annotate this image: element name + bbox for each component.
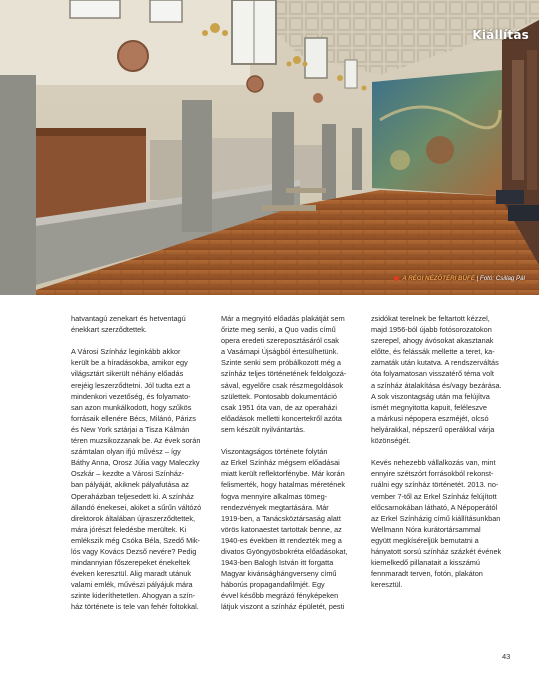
caption-title: A RÉGI NÉZŐTÉRI BÜFÉ <box>402 275 475 282</box>
lobby-illustration <box>0 0 539 295</box>
paragraph: zsidókat terelnek be feltartott kézzel, majd 1956-ból újabb fotósorozatokon szerepel, ahogy ávósokat akasztanak előtte, és felássák mellette a teret, ka- zamaták után kutatva. A rendszerváltás óta folyamatosan visszatérő téma volt a színház átalakítása és/vagy bezárása. A sok viszontagság után ma felújítva ismét megnyitotta kapuit, feléleszve a márkusi népopera eszméjét, olcsó helyárakkal, népszerű operákkal várja közönségét. <box>371 314 502 446</box>
photo-caption <box>394 275 525 282</box>
paragraph: Kevés nehezebb vállalkozás van, mint ennyire szétszórt forrásokból rekonst- ruálni egy színház történetét. 2013. no- vember 7-től az Erkel Színház felújított előcsarnokában látható, A Népoperától az Erkel Színházig című kiállításunkban Wellmann Nóra kurátortársammal együtt megkíséreljük bemutatni a hányatott sorsú színház százkét évének kiemelkedő pillanatait a kisszámú fennmaradt terven, fotón, plakáton keresztül. <box>371 458 502 590</box>
text-column-3 <box>371 313 517 601</box>
page-number: 43 <box>502 652 511 661</box>
lobby-photo <box>0 0 539 295</box>
paragraph: hatvantagú zenekart és hetventagú énekkart szerződtettek. <box>71 314 186 335</box>
section-tag: Kiállítás <box>472 28 529 42</box>
paragraph: Viszontagságos története folytán az Erkel Színház mégsem előadásai miatt került reflektorfénybe. Már korán felismerték, hogy hatalmas méretének fogva mennyire alkalmas tömeg- rendezvények megtartására. Már 1919-ben, a Tanácsköztársaság alatt vörös katonaestet tartottak benne, az 1940-es években itt rendezték meg a divatos Gyöngyösbokréta előadásokat, 1943-ben Balogh István itt forgatta Magyar kivánsághángverseny című háborús propagandafilmjét. Egy évvel később megrázó fényképeken látjuk viszont a színház épületét, pesti <box>221 447 348 612</box>
paragraph: Már a megnyitó előadás plakátját sem őrizte meg senki, a Quo vadis című opera eredeti szereposztásáról csak a Vasárnapi Újságból értesülhetünk. Szinte senki sem próbálkozott még a színház teljes történetének feldolgozá- sával, egyelőre csak részmegoldások születtek. Pontosabb dokumentáció csak 1951 óta van, de az operaházi előadások melletti koncertekről azóta sem készült nyilvántartás. <box>221 314 347 434</box>
caption-bullet-icon <box>394 276 399 281</box>
text-column-1 <box>71 313 205 624</box>
caption-credit: | Fotó: Csillag Pál <box>474 275 525 282</box>
paragraph: A Városi Színház leginkább akkor került be a híradásokba, amikor egy világsztárt sikerült néhány előadás erejéig leszerződtetni. Jól tudta ezt a mindenkori vezetőség, és folyamato- san azon munkálkodott, hogy szűkös forrásaik ellenére Bécs, Milánó, Párizs és New York sztárjai a Tisza Kálmán téren muzsikozzanak be. Az évek során számtalan olyan ifjú művész – így Báthy Anna, Orosz Júlia vagy Maleczky Oszkár – kezdte a Városi Színház- ban pályáját, akiknek pályafutása az Operaházban teljesedett ki. A színház állandó énekesei, akiket a sűrűn váltózó direktorok általában újraszerződtettek, mára jórészt feledésbe merültek. Ki emlékszik még Csóka Béla, Szedő Mik- lós vagy Kovács Dezső nevére? Pedig mindannyian főszerepeket énekeltek éveken keresztül. Alig maradt utánuk valami emlék, művészi pályájuk mára szinte kideríthetetlen. Ahogyan a szín- ház története is tele van fehér foltokkal. <box>71 347 202 612</box>
text-column-2 <box>221 313 362 624</box>
